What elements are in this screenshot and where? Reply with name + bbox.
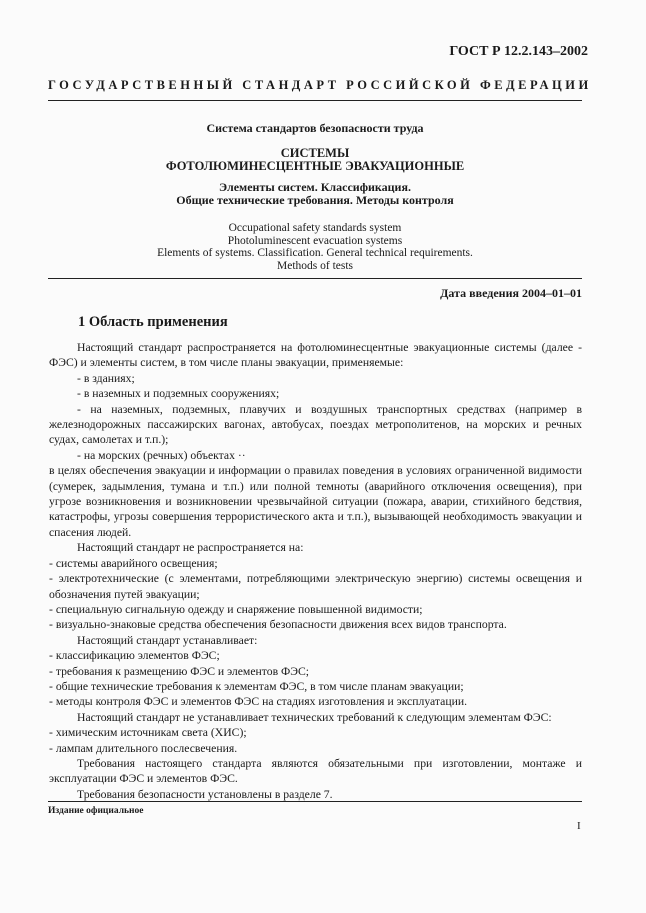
section-paragraph: - лампам длительного послесвечения.: [49, 741, 238, 755]
section-paragraph: - системы аварийного освещения;: [49, 556, 218, 570]
header-rule: [48, 100, 582, 101]
section-paragraph: - классификацию элементов ФЭС;: [49, 649, 220, 663]
section-paragraph: Требования безопасности установлены в разделе 7.: [77, 787, 333, 801]
series-title: Система стандартов безопасности труда: [206, 121, 424, 135]
title-rule: [48, 278, 582, 279]
section-paragraph: Требования настоящего стандарта являются обязательными при изготовлении, монтаже и эксплуатации ФЭС и элементов ФЭС.: [49, 756, 582, 786]
section-paragraph: в целях обеспечения эвакуации и информации о правилах поведения в условиях ограниченной видимости (сумерек, задымления, тумана и т.п.) или полной темноты (аварийного отключения освещения), при угрозе возникновения и возникновении чрезвычайной ситуации (пожара, аварии, стихийного бедствия, катастрофы, угрозы совершения террористического акта и т.п.), вызывающей необходимость эвакуации и спасения людей.: [49, 464, 582, 539]
section-paragraph: - в наземных и подземных сооружениях;: [77, 387, 280, 401]
section-paragraph: - электротехнические (с элементами, потребляющими электрическую энергию) системы освещения и обозначения путей эвакуации;: [49, 572, 582, 601]
standard-title: ГОСУДАРСТВЕННЫЙ СТАНДАРТ РОССИЙСКОЙ ФЕДЕРАЦИИ: [48, 78, 592, 92]
section-paragraph: - требования к размещению ФЭС и элементов ФЭС;: [49, 664, 309, 678]
section-paragraph: - на морских (речных) объектах ··: [77, 448, 246, 462]
footer-rule: [48, 801, 582, 802]
document-subtitle-line1: Элементы систем. Классификация.: [219, 180, 411, 194]
page-number: I: [577, 820, 581, 832]
section-paragraph: - в зданиях;: [77, 371, 135, 385]
section-paragraph: - методы контроля ФЭС и элементов ФЭС на стадиях изготовления и эксплуатации.: [49, 695, 468, 709]
section-paragraph: Настоящий стандарт распространяется на фотолюминесцентные эвакуационные системы (далее - ФЭС) и элементы систем, в том числе планы эвакуации, применяемые:: [49, 341, 582, 370]
document-code: ГОСТ Р 12.2.143–2002: [449, 44, 588, 59]
document-name: [48, 147, 582, 173]
document-name-line1: СИСТЕМЫ: [280, 146, 350, 160]
section-paragraph: Настоящий стандарт устанавливает:: [77, 633, 258, 647]
introduction-date: Дата введения 2004–01–01: [440, 286, 582, 300]
english-title-line: Occupational safety standards system: [228, 222, 402, 234]
section-paragraph: - визуально-знаковые средства обеспечения безопасности движения всех видов транспорта.: [49, 618, 507, 632]
section-body: [49, 340, 582, 802]
english-title-line: Photoluminescent evacuation systems: [227, 234, 403, 247]
section-paragraph: - химическим источникам света (ХИС);: [49, 726, 247, 740]
section-paragraph: Настоящий стандарт не распространяется на:: [77, 541, 304, 555]
document-name-line2: ФОТОЛЮМИНЕСЦЕНТНЫЕ ЭВАКУАЦИОННЫЕ: [165, 159, 465, 173]
section-paragraph: - специальную сигнальную одежду и снаряжение повышенной видимости;: [49, 602, 423, 616]
edition-label: Издание официальное: [48, 806, 144, 816]
document-subtitle-line2: Общие технические требования. Методы контроля: [176, 193, 454, 207]
document-subtitle: [48, 181, 582, 207]
english-title-line: Elements of systems. Classification. General technical requirements.: [157, 247, 473, 260]
english-title: [48, 222, 582, 273]
section-heading: 1 Область применения: [78, 314, 228, 330]
section-paragraph: Настоящий стандарт не устанавливает технических требований к следующим элементам ФЭС:: [77, 710, 552, 724]
section-paragraph: - на наземных, подземных, плавучих и воздушных транспортных средствах (например в железнодорожных пассажирских вагонах, автобусах, поездах метрополитенов, на морских и речных судах, самолетах и т.п.);: [49, 402, 582, 447]
english-title-line: Methods of tests: [276, 260, 354, 273]
section-paragraph: - общие технические требования к элементам ФЭС, в том числе планам эвакуации;: [49, 679, 464, 693]
